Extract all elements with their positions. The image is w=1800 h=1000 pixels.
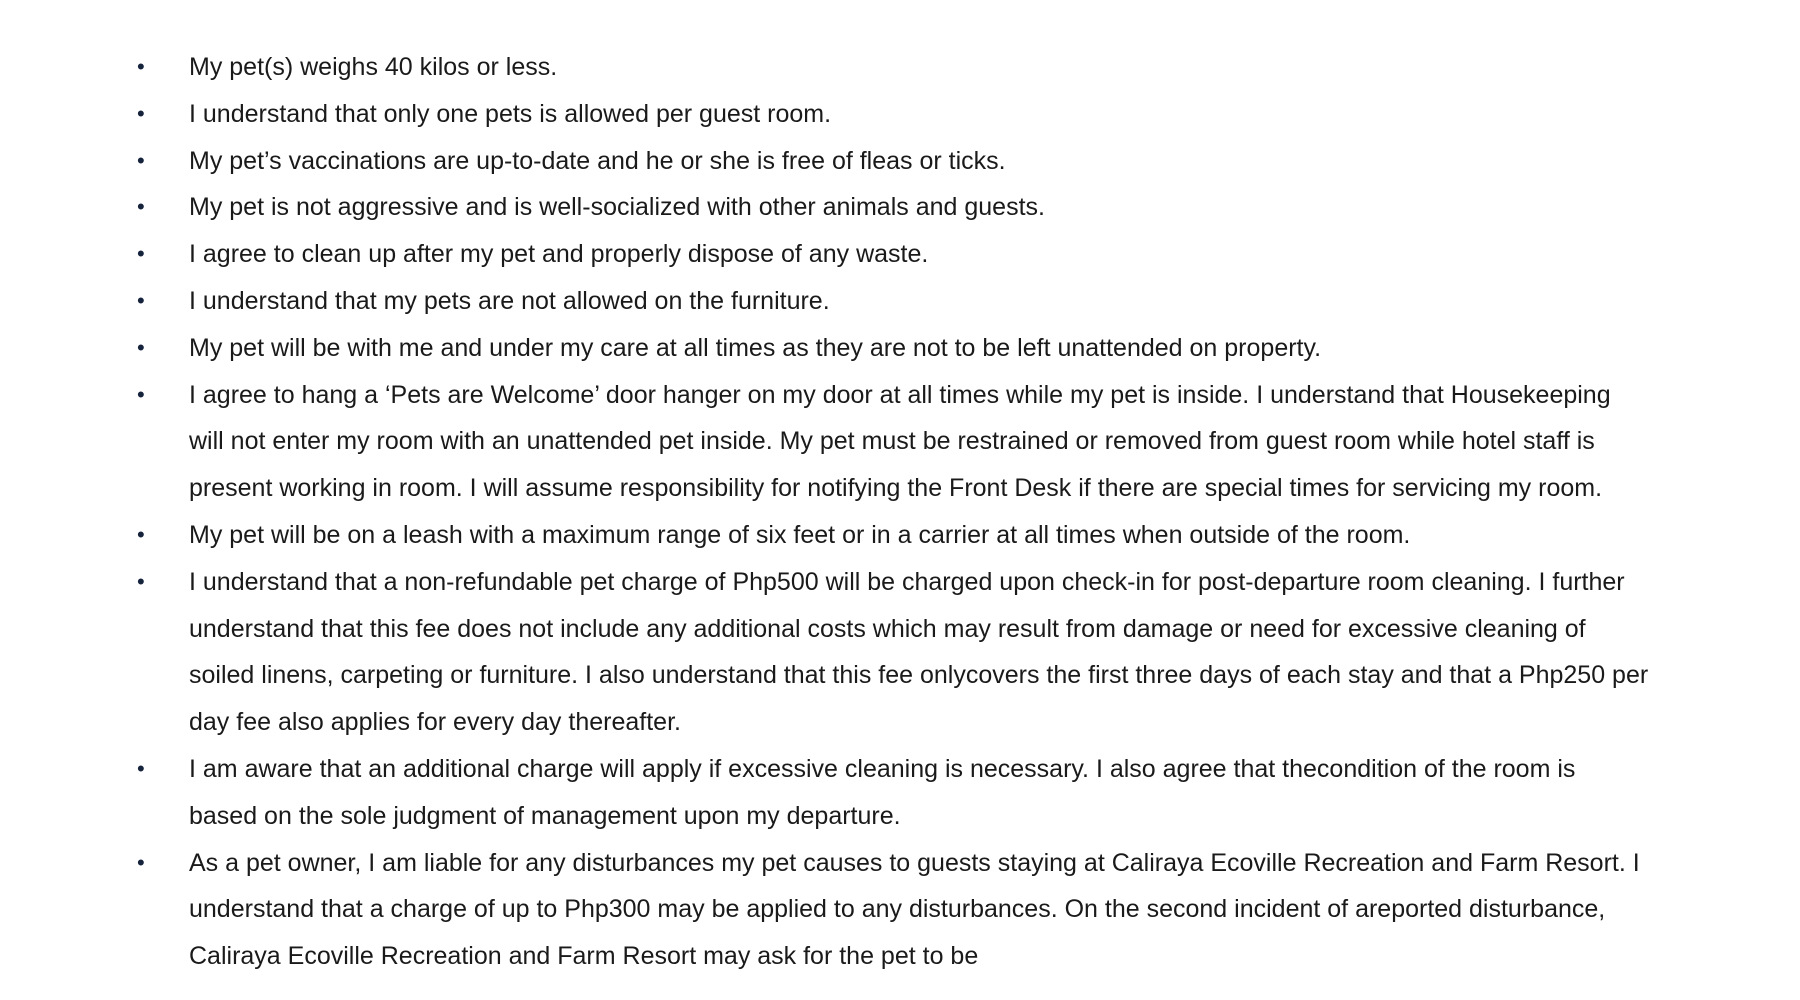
list-item-text: I agree to hang a ‘Pets are Welcome’ door hanger on my door at all times while my pet is inside. I understand that Housekeeping will not enter my room with an unattended pet inside. My pet must be restrained or removed from guest room while hotel staff is present working in room. I will assume responsibility for notifying the Front Desk if there are special times for servicing my room. — [189, 380, 1611, 503]
bullet-icon: • — [137, 568, 145, 594]
list-item — [0, 44, 1800, 91]
bullet-icon: • — [137, 521, 145, 547]
list-item-text: I understand that only one pets is allowed per guest room. — [189, 99, 832, 128]
list-item — [0, 91, 1800, 138]
list-item — [0, 746, 1800, 840]
list-item — [0, 138, 1800, 185]
list-item-text: I understand that my pets are not allowed on the furniture. — [189, 286, 830, 315]
list-item-text: I understand that a non-refundable pet charge of Php500 will be charged upon check-in for post-departure room cleaning. I further understand that this fee does not include any additional costs which may result from damage or need for excessive cleaning of soiled linens, carpeting or furniture. I also understand that this fee onlycovers the first three days of each stay and that a Php250 per day fee also applies for every day thereafter. — [189, 567, 1649, 737]
bullet-icon: • — [137, 287, 145, 313]
list-item-text: As a pet owner, I am liable for any disturbances my pet causes to guests staying at Caliraya Ecoville Recreation and Farm Resort. I understand that a charge of up to Php300 may be applied to any disturbances. On the second incident of areported disturbance, Caliraya Ecoville Recreation and Farm Resort may ask for the pet to be — [189, 848, 1640, 971]
list-item — [0, 559, 1800, 746]
bullet-icon: • — [137, 54, 145, 79]
bullet-icon: • — [137, 849, 145, 875]
list-item — [0, 231, 1800, 278]
list-item — [0, 278, 1800, 325]
list-item — [0, 325, 1800, 372]
pet-policy-list — [0, 44, 1800, 980]
bullet-icon: • — [137, 147, 145, 173]
bullet-icon: • — [137, 334, 145, 360]
list-item — [0, 372, 1800, 512]
list-item — [0, 512, 1800, 559]
bullet-icon: • — [137, 194, 145, 220]
list-item-text: I am aware that an additional charge will apply if excessive cleaning is necessary. I also agree that thecondition of the room is based on the sole judgment of management upon my departure. — [189, 754, 1576, 830]
list-item-text: My pet will be on a leash with a maximum range of six feet or in a carrier at all times when outside of the room. — [189, 520, 1411, 549]
bullet-icon: • — [137, 241, 145, 267]
list-item — [0, 184, 1800, 231]
list-item-text: My pet will be with me and under my care at all times as they are not to be left unattended on property. — [189, 333, 1322, 362]
list-item-text: My pet is not aggressive and is well-socialized with other animals and guests. — [189, 193, 1045, 222]
bullet-icon: • — [137, 100, 145, 126]
list-item-text: My pet(s) weighs 40 kilos or less. — [189, 53, 558, 81]
bullet-icon: • — [137, 755, 145, 781]
list-item-text: My pet’s vaccinations are up-to-date and he or she is free of fleas or ticks. — [189, 146, 1006, 175]
list-item-text: I agree to clean up after my pet and properly dispose of any waste. — [189, 240, 929, 269]
bullet-icon: • — [137, 381, 145, 407]
list-item — [0, 840, 1800, 980]
